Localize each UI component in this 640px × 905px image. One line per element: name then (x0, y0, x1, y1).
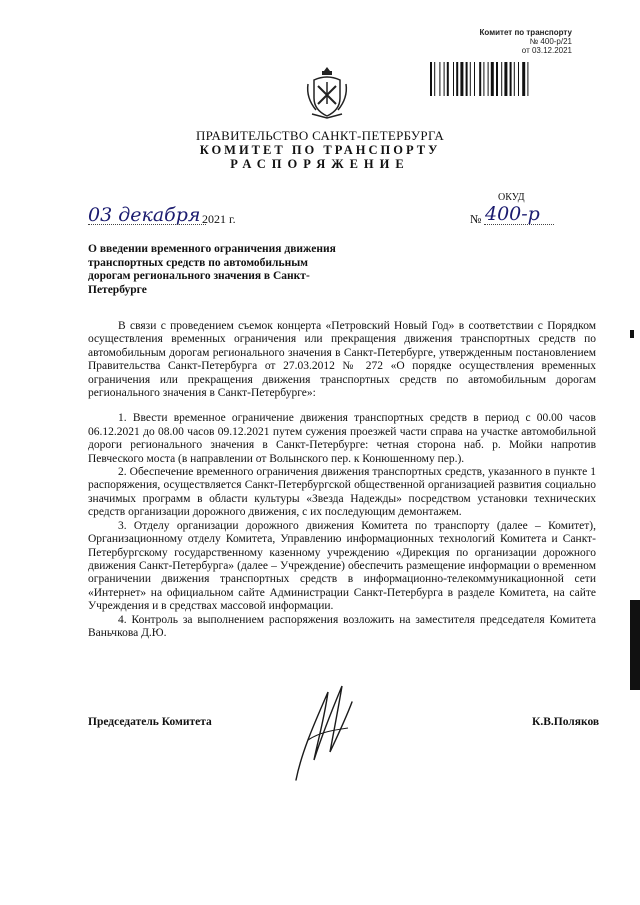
date-underline (88, 224, 206, 225)
barcode-bar (434, 62, 435, 96)
barcode-bar (504, 62, 507, 96)
okud-label: ОКУД (498, 192, 525, 203)
document-body (88, 320, 596, 640)
item-1-paragraph: 1. Ввести временное ограничение движения транспортных средств в период с 00.00 часов 06.12.2021 до 08.00 часов 09.12.2021 путем сужения проезжей части справа на участке автомобильной дороги регионального значения в Санкт-Петербурге: четная сторона наб. р. Мойки напротив Певческого моста (в направлении от Волынского пер. к Конюшенному пер.). (88, 412, 596, 465)
handwritten-number: 400-р (485, 203, 540, 225)
barcode-bar (488, 62, 489, 96)
document-type-title: РАСПОРЯЖЕНИЕ (230, 157, 410, 171)
stamp-line-1: Комитет по транспорту (479, 28, 572, 37)
barcode-bar (447, 62, 449, 96)
committee-title: КОМИТЕТ ПО ТРАНСПОРТУ (199, 143, 441, 157)
barcode-bar (456, 62, 458, 96)
intro-paragraph: В связи с проведением съемок концерта «Петровский Новый Год» в соответствии с Порядком осуществления временных ограничения или прекращения движения транспортных средств по автомобильным дорогам регионального значения в Санкт-Петербурге, утвержденным постановлением Правительства Санкт-Петербурга от 27.03.2012 № 272 «О порядке осуществления временных ограничения или прекращения движения транспортных средств по автомобильным дорогам регионального значения в Санкт-Петербурге»: (88, 320, 596, 400)
barcode-bar (518, 62, 519, 96)
signatory-name: К.В.Поляков (532, 716, 600, 728)
barcode-bar (510, 62, 512, 96)
number-underline (484, 224, 554, 225)
date-year: 2021 г. (202, 212, 236, 226)
coat-of-arms-emblem (304, 64, 350, 120)
barcode-bar (430, 62, 432, 96)
handwritten-date: 03 декабря (88, 204, 201, 226)
item-3-paragraph: 3. Отделу организации дорожного движения Комитета по транспорту (далее – Комитет), Организационному отделу Комитета, Управлению информационных технологий Комитета и Санкт-Петербургскому государственному казенному учреждению «Дирекция по организации дорожного движения Санкт-Петербурга» (далее – Учреждение) обеспечить размещение информации о временном ограничении движения транспортных средств в информационно-телекоммуникационной сети «Интернет» на официальном сайте Администрации Санкт-Петербурга в разделе Комитета, на сайте Учреждения и в средствах массовой информации. (88, 519, 596, 613)
document-subject-title: О введении временного ограничения движения транспортных средств по автомобильным дорогам регионального значения в Санкт-Петербурге (88, 243, 336, 296)
barcode-bar (501, 62, 502, 96)
barcode-bar (439, 62, 440, 96)
barcode-bar (460, 62, 463, 96)
signatory-position: Председатель Комитета (88, 716, 212, 728)
government-title: ПРАВИТЕЛЬСТВО САНКТ-ПЕТЕРБУРГА (195, 128, 445, 143)
scan-edge-mark (630, 330, 634, 338)
item-4-paragraph: 4. Контроль за выполнением распоряжения возложить на заместителя председателя Комитета Ваньчкова Д.Ю. (88, 613, 596, 639)
registration-stamp (460, 28, 572, 55)
barcode-bar (514, 62, 515, 96)
handwritten-signature (288, 680, 358, 790)
stamp-line-2: № 400-р/21 (529, 37, 572, 46)
barcode-bar (496, 62, 498, 96)
barcode-bar (479, 62, 481, 96)
scan-edge-bar (630, 600, 640, 690)
barcode-bar (470, 62, 471, 96)
barcode-bar (491, 62, 494, 96)
barcode-bar (466, 62, 468, 96)
barcode-bar (527, 62, 528, 96)
barcode-bar (444, 62, 445, 96)
item-2-paragraph: 2. Обеспечение временного ограничения движения транспортных средств, указанного в пункте 1 распоряжения, осуществляется Санкт-Петербургской общественной организацией развития социально значимых программ в области культуры «Звезда Надежды» посредством установки технических средств организации дорожного движения, с их последующим демонтажем. (88, 466, 596, 519)
barcode (430, 62, 570, 96)
number-sign: № (470, 212, 482, 226)
stamp-line-3: от 03.12.2021 (521, 46, 572, 55)
barcode-bar (474, 62, 475, 96)
barcode-bar (483, 62, 484, 96)
barcode-bar (522, 62, 525, 96)
barcode-bar (453, 62, 454, 96)
